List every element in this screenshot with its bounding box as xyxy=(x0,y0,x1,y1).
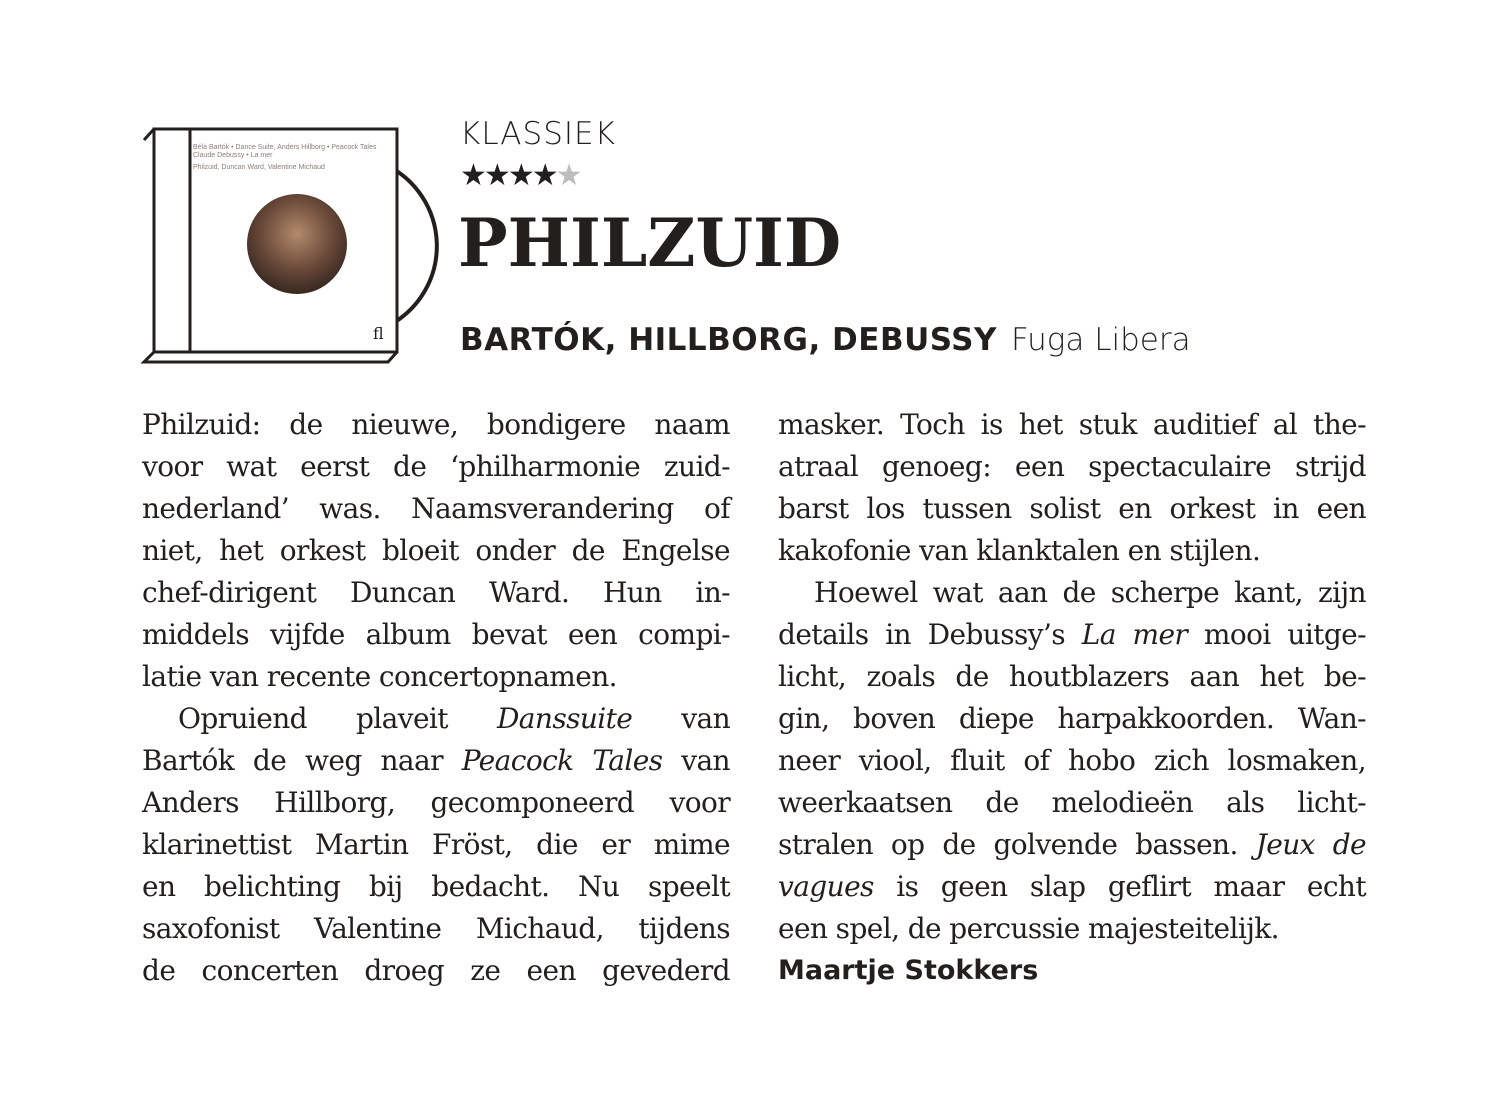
text-line xyxy=(142,698,730,740)
text-line xyxy=(142,782,730,824)
text-segment: klarinettist Martin Fröst, die er mime xyxy=(142,828,730,861)
text-segment: niet, het orkest bloeit onder de Engelse xyxy=(142,534,730,567)
text-segment: Philzuid: de nieuwe, bondigere naam xyxy=(142,408,730,441)
text-segment: mooi uitge- xyxy=(1187,618,1366,651)
text-segment: is geen slap geflirt maar echt xyxy=(873,870,1366,903)
text-segment: weerkaatsen de melodieën als licht- xyxy=(778,786,1366,819)
text-segment: licht, zoals de houtblazers aan het be- xyxy=(778,660,1366,693)
text-line xyxy=(142,614,730,656)
text-line xyxy=(142,656,730,698)
text-segment: nederland’ was. Naamsverandering of xyxy=(142,492,730,525)
text-line xyxy=(778,908,1366,950)
text-segment: van xyxy=(632,702,730,735)
text-segment: kakofonie van klanktalen en stijlen. xyxy=(778,534,1261,567)
text-line xyxy=(778,866,1366,908)
text-line xyxy=(142,530,730,572)
cover-line: Philzuid, Duncan Ward, Valentine Michaud xyxy=(193,164,325,171)
text-segment: de concerten droeg ze een gevederd xyxy=(142,954,730,987)
text-line xyxy=(142,824,730,866)
text-line xyxy=(778,698,1366,740)
text-line xyxy=(142,446,730,488)
text-segment: middels vijfde album bevat een compi- xyxy=(142,618,730,651)
author-byline: Maartje Stokkers xyxy=(778,955,1039,986)
text-segment: neer viool, fluit of hobo zich losmaken, xyxy=(778,744,1366,777)
text-line xyxy=(142,950,730,992)
text-line xyxy=(778,782,1366,824)
star-filled-icon: ★ xyxy=(531,158,556,193)
cover-line: Béla Bartók • Dance Suite, Anders Hillborg • Peacock Tales xyxy=(193,144,377,151)
text-line xyxy=(142,488,730,530)
text-segment: een spel, de percussie majesteitelijk. xyxy=(778,912,1279,945)
text-line xyxy=(778,488,1366,530)
text-segment: stralen op de golvende bassen. xyxy=(778,828,1256,861)
text-segment: gin, boven diepe harpakkoorden. Wan- xyxy=(778,702,1366,735)
text-segment: Hoewel wat aan de scherpe kant, zijn xyxy=(814,576,1366,609)
text-line xyxy=(778,404,1366,446)
star-filled-icon: ★ xyxy=(460,158,484,193)
text-segment: en belichting bij bedacht. Nu speelt xyxy=(142,870,730,903)
text-line xyxy=(142,866,730,908)
category-label: KLASSIEK xyxy=(460,116,616,152)
text-segment: barst los tussen solist en orkest in een xyxy=(778,492,1366,525)
record-label: Fuga Libera xyxy=(1010,322,1191,358)
text-line xyxy=(142,908,730,950)
italic-title: Danssuite xyxy=(496,702,633,735)
text-segment: saxofonist Valentine Michaud, tijdens xyxy=(142,912,730,945)
italic-title: Jeux de xyxy=(1255,828,1366,861)
review-title: PHILZUID xyxy=(458,204,842,282)
orchestra-photo xyxy=(247,194,347,294)
text-line xyxy=(778,656,1366,698)
text-line xyxy=(778,446,1366,488)
label-logo: fl xyxy=(373,324,384,343)
text-segment: van xyxy=(662,744,730,777)
text-segment: masker. Toch is het stuk auditief al the- xyxy=(778,408,1366,441)
text-segment: voor wat eerst de ‘philharmonie zuid- xyxy=(142,450,730,483)
text-line xyxy=(778,824,1366,866)
star-filled-icon: ★ xyxy=(483,158,508,193)
body-column-1 xyxy=(142,404,730,992)
text-line xyxy=(778,740,1366,782)
album-cover xyxy=(140,122,440,372)
star-rating xyxy=(460,158,580,193)
text-segment: atraal genoeg: een spectaculaire strijd xyxy=(778,450,1366,483)
composers: BARTÓK, HILLBORG, DEBUSSY xyxy=(460,322,997,358)
italic-title: La mer xyxy=(1081,618,1188,651)
cover-line: Claude Debussy • La mer xyxy=(193,152,273,159)
star-filled-icon: ★ xyxy=(507,158,532,193)
text-line xyxy=(142,404,730,446)
text-line xyxy=(778,530,1366,572)
star-empty-icon: ★ xyxy=(555,158,580,193)
text-segment: Anders Hillborg, gecomponeerd voor xyxy=(142,786,730,819)
text-line xyxy=(142,572,730,614)
text-segment: chef-dirigent Duncan Ward. Hun in- xyxy=(142,576,730,609)
album-subtitle xyxy=(460,322,1191,358)
text-line xyxy=(778,572,1366,614)
text-segment: details in Debussy’s xyxy=(778,618,1082,651)
text-line xyxy=(142,740,730,782)
italic-title: vagues xyxy=(778,870,874,903)
body-column-2 xyxy=(778,404,1366,992)
text-line xyxy=(778,614,1366,656)
italic-title: Peacock Tales xyxy=(461,744,663,777)
text-segment: latie van recente concertopnamen. xyxy=(142,660,617,693)
text-segment: Bartók de weg naar xyxy=(142,744,462,777)
text-segment: Opruiend plaveit xyxy=(178,702,497,735)
